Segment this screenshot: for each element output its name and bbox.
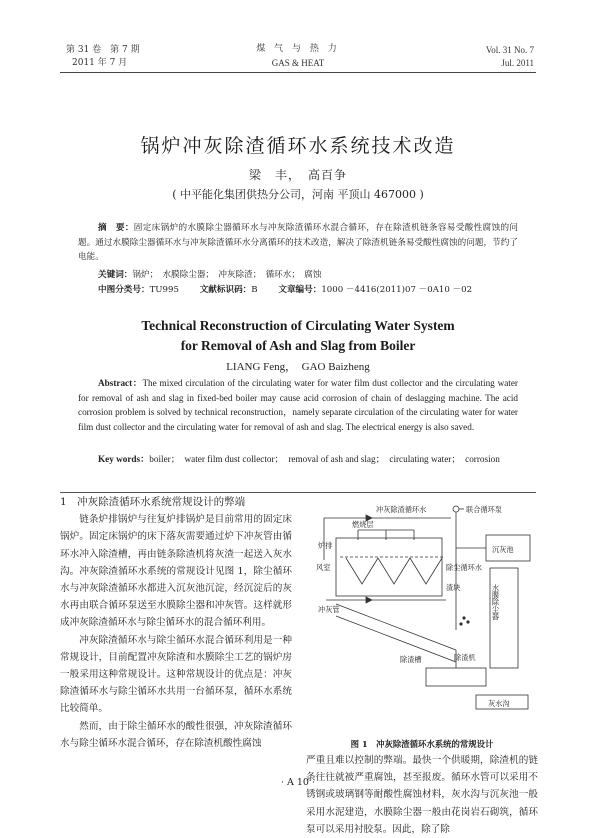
header-date-en: Jul. 2011 <box>501 58 534 68</box>
abstract-en-text: The mixed circulation of the circulating water for water film dust collector and the circulating water for removal of ash and slag in fixed-bed boiler may cause acid corrosion of chain of deslagging machine. The acid corrosion problem is solved by technical reconstruction，namely separate circulation of the circulating water for water film dust collector and the circulating water for removal of ash and slag. The electrical energy is also saved. <box>78 378 518 432</box>
article-no-label: 文章编号： <box>278 285 322 295</box>
label-flush-pipe: 冲灰管 <box>318 605 340 614</box>
right-column-paragraph: 严重且难以控制的弊端。最快一个供暖期，除渣机的链条往往就被严重腐蚀，甚至报废。循环水管可以采用不锈钢或玻璃钢等耐酸性腐蚀材料，灰水沟与沉灰池一般采用水泥建造，水膜除尘器一般由花岗岩石砌筑，循环泵可以采用衬胶泵。因此，除了除 <box>306 755 538 835</box>
section1-paragraph-1: 链条炉排锅炉与往复炉排锅炉是目前常用的固定床锅炉。固定床锅炉的床下落灰需要通过炉下冲灰管由循环水冲入除渣槽，再由链条除渣机将灰渣一起送入灰水沟。冲灰除渣循环水系统的常规设计见图 1，除尘循环水与冲灰除渣循环水都进入沉灰池沉淀，经沉淀后的灰水再由联合循环泵送至水膜除尘器和冲灰管。这样就形成冲灰除渣循环水与除尘循环水的混合循环利用。 <box>60 514 292 629</box>
keywords-en <box>78 452 518 467</box>
section1-paragraph-3: 然而，由于除尘循环水的酸性很强，冲灰除渣循环水与除尘循环水混合循环，存在除渣机酸性腐蚀 <box>60 720 292 749</box>
abstract-en-label: Abstract： <box>98 378 143 388</box>
header-volume-cn: 第 31 卷 第 7 期 <box>66 45 140 55</box>
doc-code-value: B <box>251 285 258 295</box>
keywords-cn-label: 关键词： <box>98 270 133 280</box>
label-coal-layer: 燃烧层 <box>352 520 374 529</box>
figure1-diagram <box>306 500 538 728</box>
figure1-caption: 图 1 冲灰除渣循环水系统的常规设计 <box>350 739 494 749</box>
label-dust-collector: 水膜除尘器 <box>491 584 501 620</box>
clc-value: TU995 <box>149 285 179 295</box>
keywords-cn <box>98 268 518 283</box>
label-settling-pond: 沉灰池 <box>492 545 514 554</box>
label-deslag-machine: 除渣机 <box>454 653 476 662</box>
label-ash-water-pipe: 冲灰除渣循环水 <box>376 505 427 514</box>
section1-heading: 1 冲灰除渣循环水系统常规设计的弊端 <box>60 496 246 508</box>
label-furnace: 炉排 <box>318 541 333 550</box>
abstract-cn <box>78 221 518 265</box>
clc-label: 中图分类号： <box>98 285 150 295</box>
keywords-en-label: Key words： <box>98 454 150 464</box>
left-column <box>60 494 292 752</box>
header-journal-en: GAS & HEAT <box>271 58 325 68</box>
title-en-line1: Technical Reconstruction of Circulating Water System <box>141 318 455 333</box>
header-journal-cn: 煤 气 与 热 力 <box>256 44 340 54</box>
classification-line <box>98 283 538 298</box>
section1-paragraph-2: 冲灰除渣循环水与除尘循环水混合循环利用是一种常规设计，目前配置冲灰除渣和水膜除尘工艺的锅炉房一般采用这种常规设计。这种常规设计的优点是：冲灰除渣循环水与除尘循环水共用一台循环泵，循环水系统比较简单。 <box>60 634 292 715</box>
keywords-en-text: boiler； water film dust collector； removal of ash and slag； circulating water； corrosion <box>149 454 500 464</box>
header-rule <box>60 72 536 73</box>
page-footer: · A 10 · <box>280 777 316 788</box>
label-deslag-tank: 除渣槽 <box>400 655 422 664</box>
label-pump: 联合循环泵 <box>466 505 502 514</box>
label-wind-chamber: 风室 <box>316 563 331 572</box>
label-dust-pipe: 除尘循环水 <box>446 563 482 572</box>
title-en-line2: for Removal of Ash and Slag from Boiler <box>180 338 416 353</box>
article-no-value: 1000 －4416(2011)07 －0A10 －02 <box>321 285 473 295</box>
abstract-en <box>78 376 518 434</box>
keywords-cn-text: 锅炉； 水膜除尘器； 冲灰除渣； 循环水； 腐蚀 <box>132 270 322 280</box>
authors-cn: 梁 丰， 高百争 <box>248 168 347 182</box>
header-date-cn: 2011 年 7 月 <box>72 58 128 68</box>
section-divider <box>60 492 536 493</box>
label-ash-ditch: 灰水沟 <box>488 699 510 708</box>
doc-code-label: 文献标识码： <box>199 285 252 295</box>
title-cn: 锅炉冲灰除渣循环水系统技术改造 <box>140 135 456 157</box>
header-volume-en: Vol. 31 No. 7 <box>485 45 534 55</box>
label-slag-lumps: 渣块 <box>446 583 461 592</box>
authors-en: LIANG Feng， GAO Baizheng <box>226 361 370 373</box>
abstract-cn-text: 固定床锅炉的水膜除尘器循环水与冲灰除渣循环水混合循环，存在除渣机链条容易受酸性腐蚀的问题。通过水膜除尘器循环水与冲灰除渣循环水分离循环的技术改造，解决了除渣机链条易受酸性腐蚀的问题，节约了电能。 <box>78 223 518 262</box>
affiliation-cn: ( 中平能化集团供热分公司，河南 平顶山 467000 ) <box>172 188 424 201</box>
abstract-cn-label: 摘 要： <box>98 223 134 233</box>
right-column <box>306 752 538 838</box>
